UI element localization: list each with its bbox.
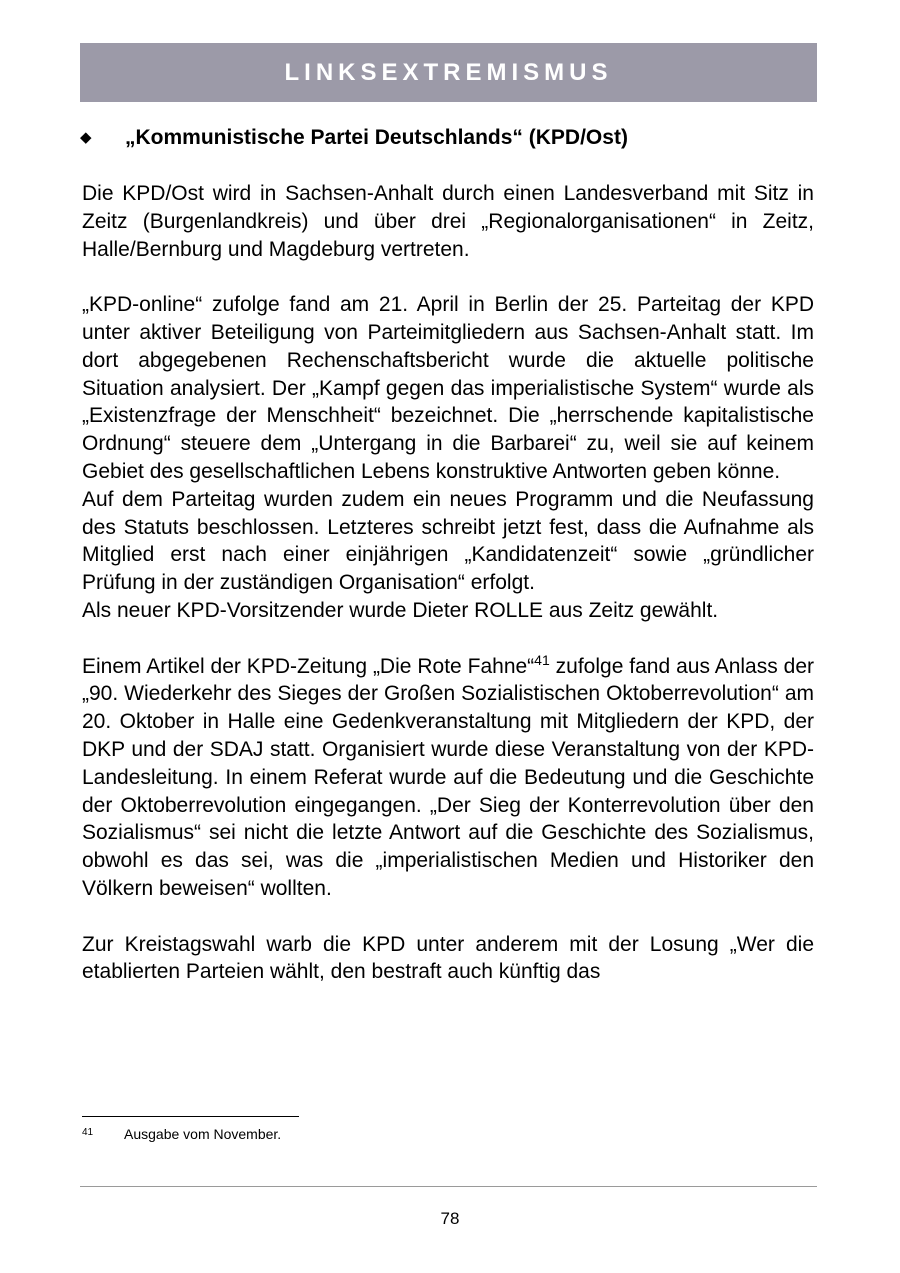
paragraph: Als neuer KPD-Vorsitzender wurde Dieter ROLLE aus Zeitz gewählt. [82,598,719,622]
paragraph [82,653,814,903]
footer-divider [80,1186,817,1187]
paragraph: Auf dem Parteitag wurden zudem ein neues Programm und die Neufassung des Statuts beschlossen. Letzteres schreibt jetzt fest, dass die Aufnahme als Mitglied erst nach einer einjährigen „Kandidatenzeit“ sowie „gründlicher Prüfung in der zuständigen Organisation“ erfolgt. [82,487,814,595]
paragraph-text: Einem Artikel der KPD-Zeitung „Die Rote Fahne“ [82,654,535,678]
section-heading-text: „Kommunistische Partei Deutschlands“ (KPD/Ost) [125,126,628,149]
footnote-number: 41 [82,1127,94,1138]
paragraph: „KPD-online“ zufolge fand am 21. April in Berlin der 25. Parteitag der KPD unter aktiver Beteiligung von Parteimitgliedern aus Sachsen-Anhalt statt. Im dort abgegebenen Rechenschaftsbericht wurde die aktuelle politische Situation analysiert. Der „Kampf gegen das imperialistische System“ wurde als „Existenzfrage der Menschheit“ bezeichnet. Die „herrschende kapitalistische Ordnung“ steuere dem „Untergang in die Barbarei“ zu, weil sie auf keinem Gebiet des gesellschaftlichen Lebens konstruktive Antworten geben könne. [82,293,814,483]
footnote-text: Ausgabe vom November. [124,1126,282,1142]
paragraph: Zur Kreistagswahl warb die KPD unter anderem mit der Losung „Wer die etablierten Parteien wählt, den bestraft auch künftig das [82,932,814,984]
page-number: 78 [440,1209,460,1228]
body-text [82,180,814,986]
paragraph: Die KPD/Ost wird in Sachsen-Anhalt durch einen Landesverband mit Sitz in Zeitz (Burgenlandkreis) und über drei „Regionalorganisationen“ in Zeitz, Halle/Bernburg und Magdeburg vertreten. [82,182,814,261]
footnote-divider [82,1116,299,1117]
footnote-reference[interactable]: 41 [534,651,550,668]
section-heading [80,124,817,152]
diamond-bullet-icon: ◆ [80,129,92,146]
paragraph-text: zufolge fand aus Anlass der „90. Wiederkehr des Sieges der Großen Sozialistischen Oktoberrevolution“ am 20. Oktober in Halle eine Gedenkveranstaltung mit Mitgliedern der KPD, der DKP und der SDAJ statt. Organisiert wurde diese Veranstaltung von der KPD-Landesleitung. In einem Referat wurde auf die Bedeutung und die Geschichte der Oktoberrevolution eingegangen. „Der Sieg der Konterrevolution über den Sozialismus“ sei nicht die letzte Antwort auf die Geschichte des Sozialismus, obwohl es das sei, was die „imperialistischen Medien und Historiker den Völkern beweisen“ wollten. [82,654,814,900]
section-header-band [80,43,817,102]
header-title: LINKSEXTREMISMUS [284,58,613,86]
footnote [82,1124,281,1143]
